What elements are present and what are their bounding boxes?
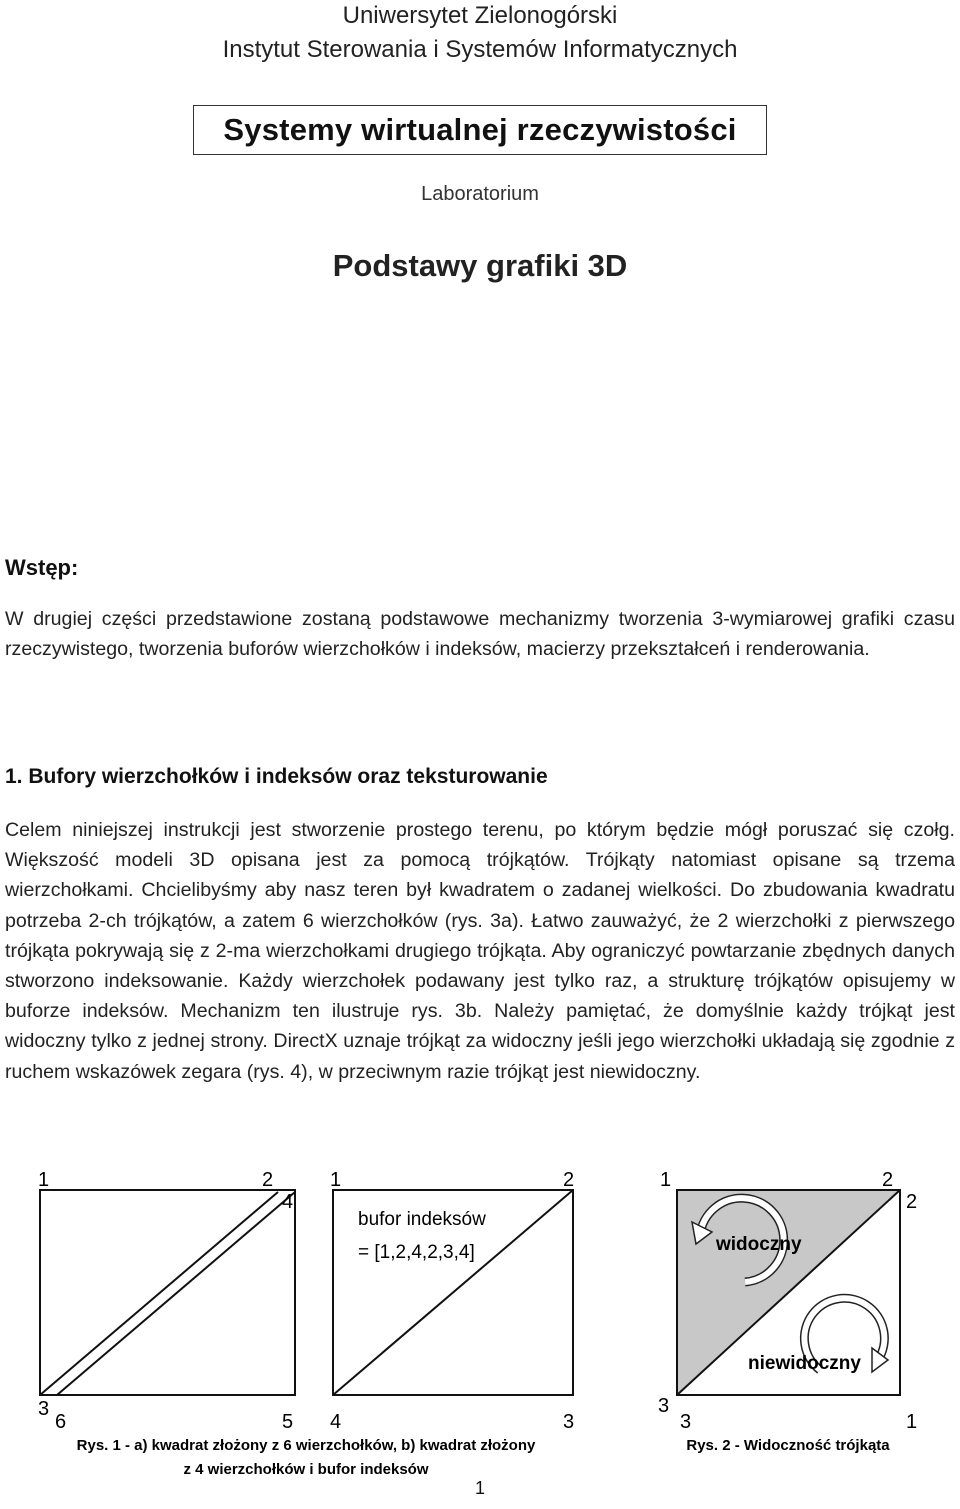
visible-label: widoczny bbox=[716, 1234, 802, 1255]
figure-c bbox=[658, 1169, 917, 1433]
figure-b bbox=[330, 1169, 574, 1433]
figure-c-vertex-1-top: 1 bbox=[660, 1169, 672, 1191]
figure-a-vertex-2: 2 bbox=[262, 1169, 274, 1191]
figure-b-vertex-2: 2 bbox=[563, 1169, 575, 1191]
intro-heading: Wstęp: bbox=[5, 555, 79, 580]
figure-c-vertex-2-right: 2 bbox=[906, 1191, 918, 1213]
course-title-box bbox=[193, 105, 767, 155]
figure-a-vertex-5: 5 bbox=[282, 1411, 294, 1433]
figure-1-caption-line-1: Rys. 1 - a) kwadrat złożony z 6 wierzchołków, b) kwadrat złożony bbox=[76, 1437, 536, 1454]
figure-a-vertex-6: 6 bbox=[55, 1411, 67, 1433]
figure-a-vertex-3: 3 bbox=[38, 1398, 50, 1420]
lab-title: Podstawy grafiki 3D bbox=[332, 248, 628, 283]
figure-1-caption-line-2: z 4 wierzchołków i bufor indeksów bbox=[183, 1461, 429, 1478]
section-heading: 1. Bufory wierzchołków i indeksów oraz teksturowanie bbox=[5, 765, 548, 788]
figure-a-square bbox=[40, 1190, 295, 1395]
section-paragraph: Celem niniejszej instrukcji jest stworzenie prostego terenu, po którym będzie mógł poruszać się czołg. Większość modeli 3D opisana jest za pomocą trójkątów. Trójkąty natomiast opisane są trzema wierzchołkami. Chcielibyśmy aby nasz teren był kwadratem o zadanej wielkości. Do zbudowania kwadratu potrzeba 2-ch trójkątów, a zatem 6 wierzchołków (rys. 3a). Łatwo zauważyć, że 2 wierzchołki z pierwszego trójkąta pokrywają się z 2-ma wierzchołkami drugiego trójkąta. Aby ograniczyć powtarzanie zbędnych danych stworzono indeksowanie. Każdy wierzchołek podawany jest tylko raz, a strukturę trójkątów opisujemy w buforze indeksów. Mechanizm ten ilustruje rys. 3b. Należy pamiętać, że domyślnie każdy trójkąt jest widoczny tylko z jednej strony. DirectX uznaje trójkąt za widoczny jeśli jego wierzchołki układają się zgodnie z ruchem wskazówek zegara (rys. 4), w przeciwnym razie trójkąt jest niewidoczny. bbox=[5, 819, 955, 1083]
figure-a-vertex-4: 4 bbox=[282, 1191, 294, 1213]
figure-2-caption: Rys. 2 - Widoczność trójkąta bbox=[686, 1437, 890, 1454]
index-buffer-values: = [1,2,4,2,3,4] bbox=[358, 1242, 475, 1263]
figure-a-diagonal-1 bbox=[40, 1192, 278, 1395]
figure-c-vertex-2-top: 2 bbox=[882, 1169, 894, 1191]
page-number: 1 bbox=[474, 1478, 485, 1498]
figures-svg bbox=[0, 1160, 960, 1480]
index-buffer-label: bufor indeksów bbox=[358, 1209, 486, 1230]
university-name: Uniwersytet Zielonogórski bbox=[342, 2, 618, 29]
intro-paragraph: W drugiej części przedstawione zostaną podstawowe mechanizmy tworzenia 3-wymiarowej grafiki czasu rzeczywistego, tworzenia buforów wierzchołków i indeksów, macierzy przekształceń i renderowania. bbox=[5, 608, 955, 661]
institute-name: Instytut Sterowania i Systemów Informatycznych bbox=[222, 36, 738, 63]
course-title: Systemy wirtualnej rzeczywistości bbox=[223, 112, 737, 147]
figure-c-vertex-3-left: 3 bbox=[658, 1395, 670, 1417]
lab-type: Laboratorium bbox=[421, 183, 539, 205]
figure-b-vertex-3: 3 bbox=[563, 1411, 575, 1433]
figure-c-vertex-3-bottom: 3 bbox=[680, 1411, 692, 1433]
figure-b-vertex-1: 1 bbox=[330, 1169, 342, 1191]
invisible-label: niewidoczny bbox=[748, 1353, 861, 1374]
figure-a-diagonal-2 bbox=[57, 1192, 295, 1395]
figure-a bbox=[38, 1169, 295, 1433]
figure-c-vertex-1-bottom: 1 bbox=[906, 1411, 918, 1433]
figure-b-vertex-4: 4 bbox=[330, 1411, 342, 1433]
figure-a-vertex-1: 1 bbox=[38, 1169, 50, 1191]
